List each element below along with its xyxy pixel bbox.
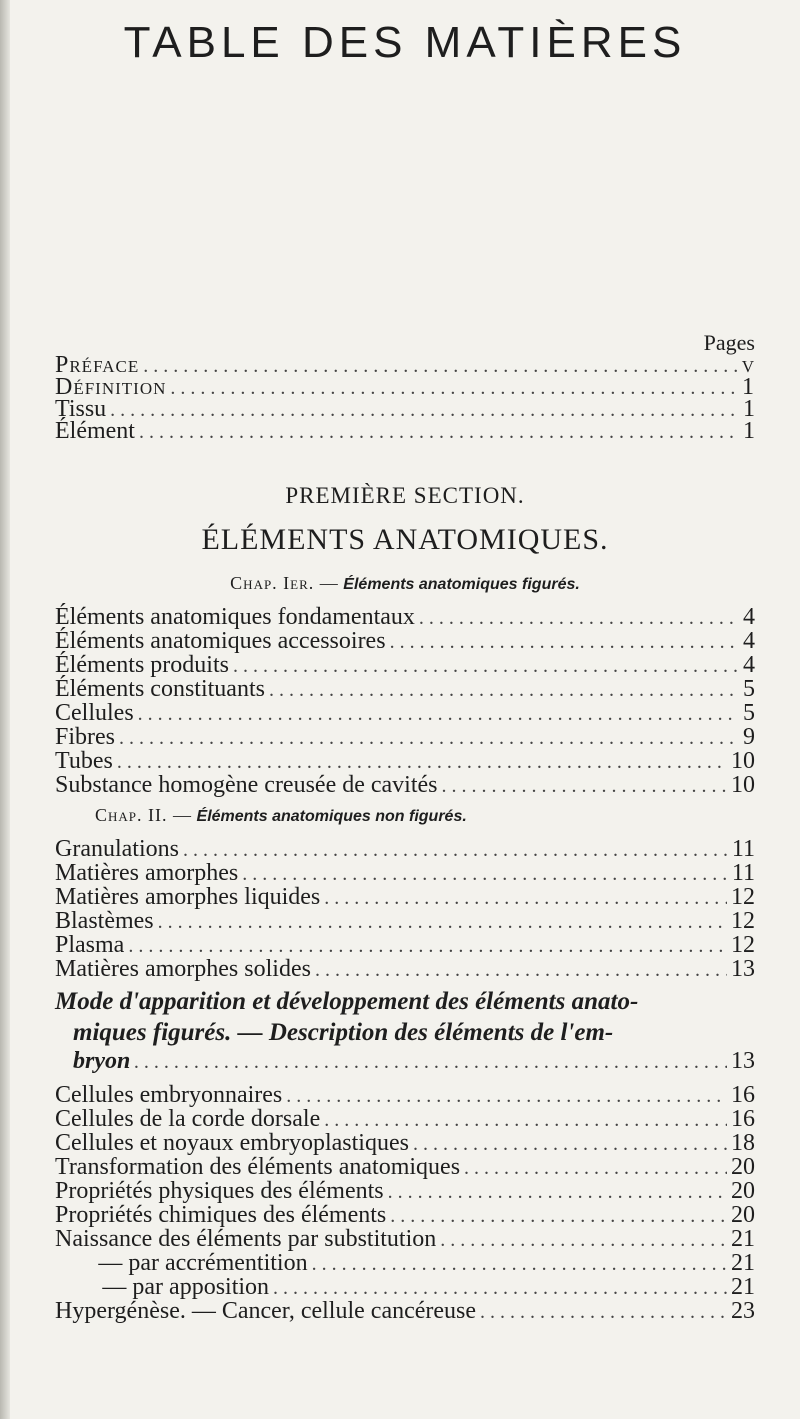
toc-entry-label: — par apposition [102, 1274, 270, 1300]
toc-entry-label: Plasma [55, 932, 125, 958]
toc-entry-label: — par accrémentition [98, 1250, 308, 1276]
chapter-2-prefix: Chap. II. — [95, 805, 193, 825]
section-heading: PREMIÈRE SECTION. [285, 483, 525, 508]
toc-entry-page: 16 [731, 1082, 755, 1108]
toc-entry-label: Propriétés physiques des éléments [55, 1178, 384, 1204]
toc-entry-page: 23 [731, 1298, 755, 1324]
toc-entry-page: 10 [731, 748, 755, 774]
toc-entry-label: Élément [55, 418, 135, 444]
toc-entry-label: Tissu [55, 396, 107, 422]
toc-entry-page: 21 [731, 1274, 755, 1300]
toc-entry-label: Matières amorphes solides [55, 956, 311, 982]
toc-entry-page: 13 [731, 1048, 755, 1074]
toc-entry-page: v [741, 352, 755, 378]
toc-entry-page: 18 [731, 1130, 755, 1156]
toc-entry-label: Cellules de la corde dorsale [55, 1106, 321, 1132]
toc-entry[interactable] [55, 956, 755, 984]
toc-entry-page: 4 [743, 652, 755, 678]
toc-entry-page: 5 [743, 700, 755, 726]
toc-entry-page: 16 [731, 1106, 755, 1132]
toc-entry-label: Définition [55, 374, 167, 400]
mode-line-1: Mode d'apparition et développement des éléments anato- [55, 988, 639, 1015]
toc-entry-page: 1 [743, 396, 755, 422]
toc-entry-label: Éléments produits [55, 652, 229, 678]
mode-line-3: bryon [73, 1048, 131, 1074]
toc-entry-element[interactable] [55, 418, 755, 446]
toc-entry-label: Cellules embryonnaires [55, 1082, 283, 1108]
toc-entry-page: 11 [731, 836, 755, 862]
toc-entry-label: Fibres [55, 724, 115, 750]
chapter-1-title: Éléments anatomiques figurés. [343, 576, 580, 593]
mode-line-2: miques figurés. — Description des éléments de l'em- [73, 1019, 614, 1046]
toc-entry-label: Transformation des éléments anatomiques [55, 1154, 461, 1180]
part-heading: ÉLÉMENTS ANATOMIQUES. [201, 523, 609, 556]
toc-entry-label: Éléments anatomiques accessoires [55, 628, 386, 654]
toc-entry-page: 20 [731, 1154, 755, 1180]
toc-entry-page: 10 [731, 772, 755, 798]
page-title: TABLE DES MATIÈRES [123, 18, 687, 67]
toc-entry[interactable] [55, 772, 755, 800]
toc-entry-page: 5 [743, 676, 755, 702]
toc-entry-mode-last-line[interactable] [55, 1048, 755, 1076]
toc-entry-label: Éléments constituants [55, 676, 265, 702]
toc-entry-label: Matières amorphes [55, 860, 239, 886]
toc-entry-page: 12 [731, 884, 755, 910]
mode-apparition-entry[interactable] [55, 986, 675, 1048]
toc-entry-label: Matières amorphes liquides [55, 884, 321, 910]
chapter-2-title: Éléments anatomiques non figurés. [196, 808, 467, 825]
toc-entry-label: Blastèmes [55, 908, 154, 934]
toc-entry-page: 12 [731, 908, 755, 934]
toc-entry-page: 20 [731, 1178, 755, 1204]
toc-entry-page: 20 [731, 1202, 755, 1228]
toc-entry-label: Préface [55, 352, 140, 378]
page-edge-shadow [0, 0, 10, 1419]
chapter-2-heading [55, 805, 755, 826]
pages-column-label: Pages [703, 330, 755, 355]
toc-entry-label: Cellules [55, 700, 134, 726]
toc-entry-label: Naissance des éléments par substitution [55, 1226, 437, 1252]
toc-entry-label: Hypergénèse. — Cancer, cellule cancéreuse [55, 1298, 477, 1324]
chapter-1-prefix: Chap. Ier. — [230, 573, 339, 593]
toc-entry-label: Substance homogène creusée de cavités [55, 772, 438, 798]
toc-entry-page: 13 [731, 956, 755, 982]
toc-entry-label: Cellules et noyaux embryoplastiques [55, 1130, 409, 1156]
toc-entry-page: 11 [731, 860, 755, 886]
toc-entry-page: 12 [731, 932, 755, 958]
toc-entry-page: 4 [743, 628, 755, 654]
toc-entry-page: 4 [743, 604, 755, 630]
toc-entry-page: 21 [731, 1250, 755, 1276]
toc-entry-page: 1 [742, 374, 755, 400]
toc-entry-label: Granulations [55, 836, 179, 862]
toc-entry-page: 1 [743, 418, 755, 444]
toc-entry-label: Propriétés chimiques des éléments [55, 1202, 387, 1228]
toc-entry-label: Éléments anatomiques fondamentaux [55, 604, 415, 630]
toc-entry[interactable] [55, 1298, 755, 1326]
toc-entry-label: Tubes [55, 748, 113, 774]
chapter-1-heading [55, 573, 755, 594]
toc-entry-page: 21 [731, 1226, 755, 1252]
toc-entry-page: 9 [743, 724, 755, 750]
